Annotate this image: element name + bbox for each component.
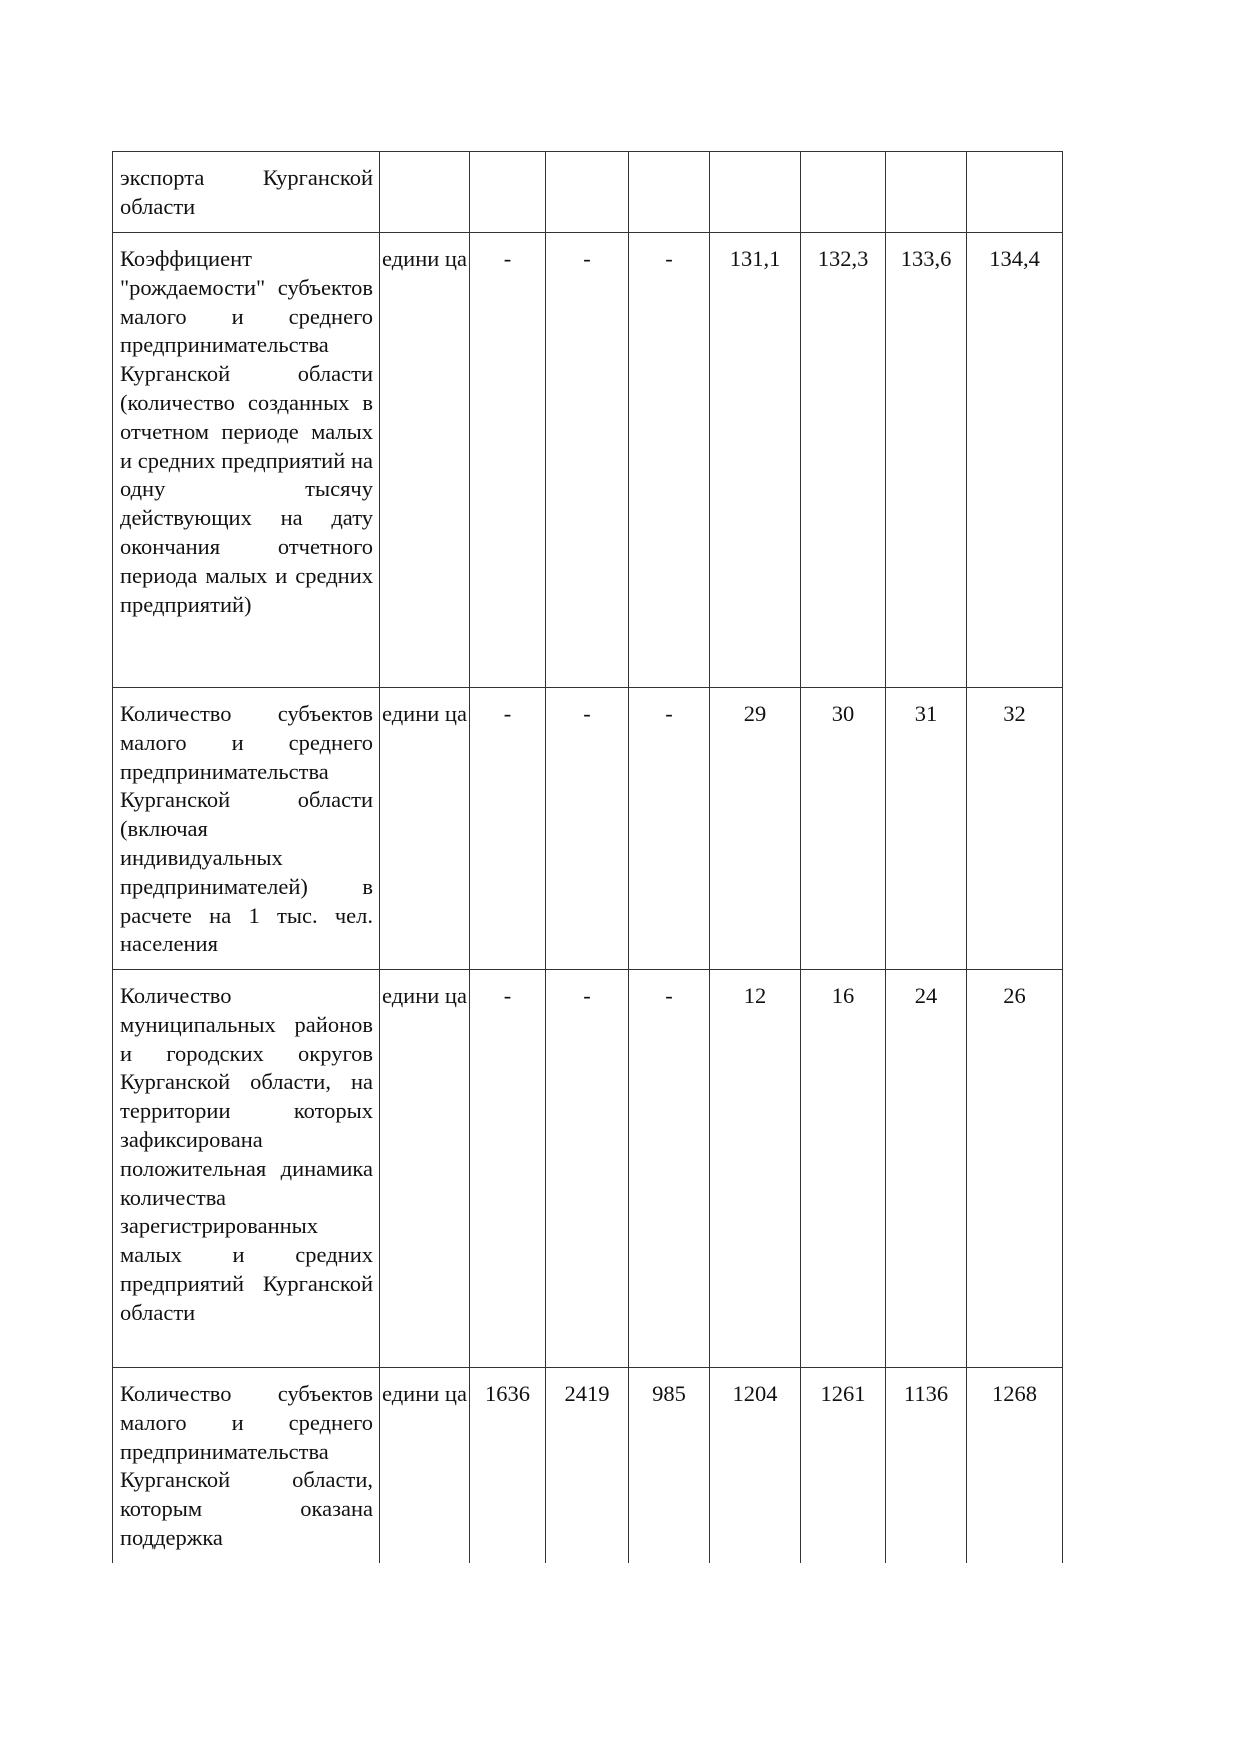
table-row [113, 970, 1063, 1368]
indicators-table [112, 151, 1063, 1563]
value-cell: 29 [710, 688, 801, 970]
value-cell [967, 152, 1063, 233]
unit-cell: едини ца [380, 688, 470, 970]
indicator-name-cell: экспорта Курганской области [113, 152, 380, 233]
value-cell: - [546, 970, 629, 1368]
value-cell [470, 152, 546, 233]
unit-cell: едини ца [380, 970, 470, 1368]
value-cell [710, 152, 801, 233]
value-cell: 132,3 [801, 233, 886, 688]
indicator-name-cell: Количество субъектов малого и среднего предпринимательства Курганской области (включая индивидуальных предпринимателей) в расчете на 1 тыс. чел. населения [113, 688, 380, 970]
value-cell: 26 [967, 970, 1063, 1368]
value-cell: 134,4 [967, 233, 1063, 688]
value-cell: 12 [710, 970, 801, 1368]
value-cell: 1636 [470, 1368, 546, 1563]
value-cell: 985 [629, 1368, 710, 1563]
unit-cell: едини ца [380, 1368, 470, 1563]
value-cell: - [546, 688, 629, 970]
table-row [113, 233, 1063, 688]
value-cell: 2419 [546, 1368, 629, 1563]
value-cell [546, 152, 629, 233]
unit-cell: едини ца [380, 233, 470, 688]
value-cell: - [629, 970, 710, 1368]
value-cell: - [546, 233, 629, 688]
value-cell: - [629, 688, 710, 970]
value-cell: - [470, 970, 546, 1368]
value-cell: 24 [886, 970, 967, 1368]
value-cell: 1204 [710, 1368, 801, 1563]
unit-cell [380, 152, 470, 233]
value-cell: 131,1 [710, 233, 801, 688]
value-cell: - [470, 233, 546, 688]
value-cell: 1261 [801, 1368, 886, 1563]
indicator-name-cell: Количество субъектов малого и среднего предпринимательства Курганской области, которым оказана поддержка [113, 1368, 380, 1563]
indicator-name-cell: Количество муниципальных районов и городских округов Курганской области, на территории которых зафиксирована положительная динамика количества зарегистрированных малых и средних предприятий Курганской области [113, 970, 380, 1368]
table-row [113, 1368, 1063, 1563]
value-cell: 32 [967, 688, 1063, 970]
table-row [113, 688, 1063, 970]
value-cell: 16 [801, 970, 886, 1368]
value-cell [801, 152, 886, 233]
value-cell [629, 152, 710, 233]
value-cell: 31 [886, 688, 967, 970]
value-cell: - [629, 233, 710, 688]
value-cell: - [470, 688, 546, 970]
value-cell: 133,6 [886, 233, 967, 688]
indicator-name-cell: Коэффициент "рождаемости" субъектов малого и среднего предпринимательства Курганской области (количество созданных в отчетном периоде малых и средних предприятий на одну тысячу действующих на дату окончания отчетного периода малых и средних предприятий) [113, 233, 380, 688]
value-cell: 1136 [886, 1368, 967, 1563]
table-row [113, 152, 1063, 233]
value-cell [886, 152, 967, 233]
value-cell: 1268 [967, 1368, 1063, 1563]
value-cell: 30 [801, 688, 886, 970]
